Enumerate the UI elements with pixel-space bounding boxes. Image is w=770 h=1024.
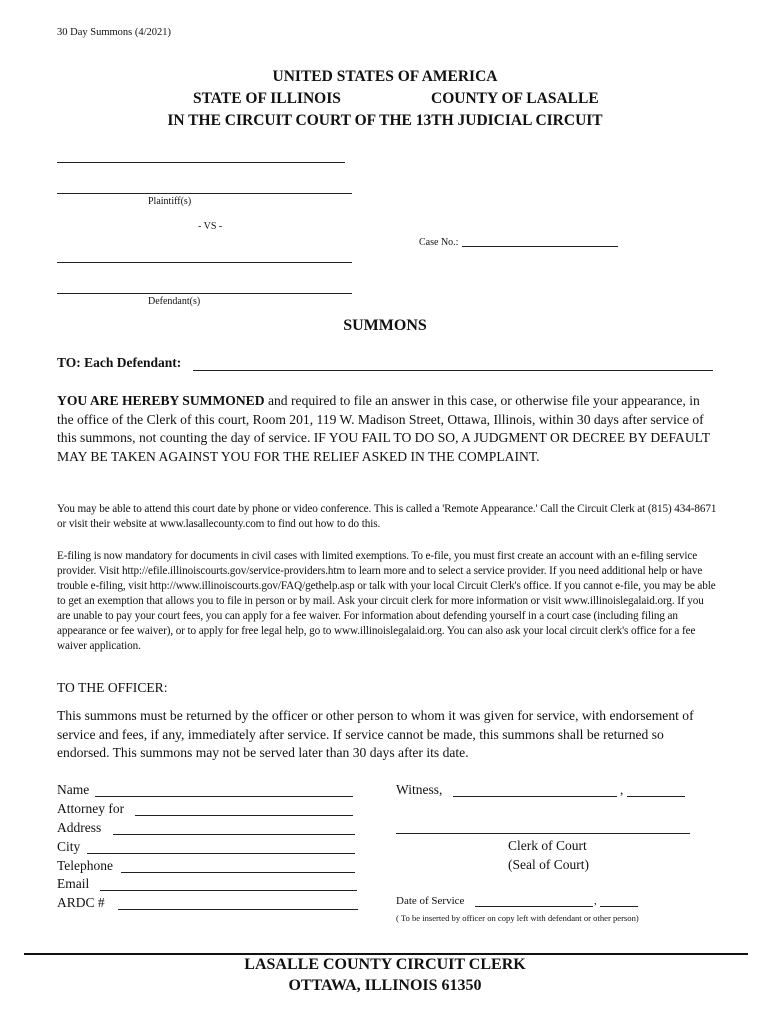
summons-bold-lead: YOU ARE HEREBY SUMMONED bbox=[57, 393, 265, 408]
seal-of-court-label: (Seal of Court) bbox=[508, 857, 589, 872]
clerk-of-court-label: Clerk of Court bbox=[508, 838, 587, 853]
defendant-name-field[interactable] bbox=[193, 370, 713, 371]
clerk-signature-line[interactable] bbox=[396, 833, 690, 834]
witness-label: Witness, bbox=[396, 782, 443, 797]
date-of-service-comma: , bbox=[594, 895, 597, 907]
footer-address: OTTAWA, ILLINOIS 61350 bbox=[288, 977, 482, 994]
summons-paragraph bbox=[57, 392, 717, 466]
footer-clerk: LASALLE COUNTY CIRCUIT CLERK bbox=[244, 956, 526, 973]
header-state: STATE OF ILLINOIS bbox=[193, 90, 341, 107]
address-label: Address bbox=[57, 820, 102, 835]
case-no-label: Case No.: bbox=[419, 237, 459, 248]
plaintiff-label: Plaintiff(s) bbox=[148, 196, 192, 207]
summons-title: SUMMONS bbox=[343, 317, 427, 334]
header-court: IN THE CIRCUIT COURT OF THE 13TH JUDICIAL CIRCUIT bbox=[167, 112, 603, 129]
officer-paragraph: This summons must be returned by the officer or other person to whom it was given for service, with endorsement of service and fees, if any, immediately after service. If service cannot be made, this summons shall be returned so endorsed. This summons may not be served later than 30 days after its date. bbox=[57, 708, 694, 760]
attorney-for-field[interactable] bbox=[135, 815, 353, 816]
date-of-service-field[interactable] bbox=[475, 906, 593, 907]
case-no-field[interactable] bbox=[462, 246, 618, 247]
footer-rule bbox=[24, 953, 748, 955]
date-of-service-note: ( To be inserted by officer on copy left with defendant or other person) bbox=[396, 913, 639, 923]
plaintiff-line-2[interactable] bbox=[57, 193, 352, 194]
date-of-service-label: Date of Service bbox=[396, 895, 465, 907]
to-defendant-label: TO: Each Defendant: bbox=[57, 355, 182, 370]
telephone-field[interactable] bbox=[121, 872, 355, 873]
telephone-label: Telephone bbox=[57, 858, 114, 873]
name-field[interactable] bbox=[95, 796, 353, 797]
address-field[interactable] bbox=[113, 834, 355, 835]
defendant-line-1[interactable] bbox=[57, 262, 352, 263]
header-country: UNITED STATES OF AMERICA bbox=[272, 68, 498, 85]
remote-appearance-notice: You may be able to attend this court date by phone or video conference. This is called a 'Remote Appearance.' Call the Circuit Clerk at (815) 434-8671 or visit their website at www.lasallecounty.com to find out how to do this. bbox=[57, 503, 717, 530]
witness-name-field[interactable] bbox=[453, 796, 617, 797]
officer-heading: TO THE OFFICER: bbox=[57, 680, 168, 695]
city-label: City bbox=[57, 839, 81, 854]
name-label: Name bbox=[57, 782, 90, 797]
attorney-for-label: Attorney for bbox=[57, 801, 125, 816]
vs-label: - VS - bbox=[198, 221, 223, 232]
plaintiff-line-1[interactable] bbox=[57, 162, 345, 163]
city-field[interactable] bbox=[87, 853, 355, 854]
efiling-notice: E-filing is now mandatory for documents in civil cases with limited exemptions. To e-file, you must first create an account with an e-filing service provider. Visit http://efile.illinoiscourts.gov/service-providers.htm to learn more and to select a service provider. If you need additional help or have trouble e-filing, visit http://www.illinoiscourts.gov/FAQ/gethelp.asp or talk with your local Circuit Clerk's office. If you cannot e-file, you may be able to get an exemption that allows you to file in person or by mail. Ask your circuit clerk for more information or visit www.illinoislegalaid.org. If you are unable to pay your court fees, you can apply for a fee waiver. For information about defending yourself in a court case (including filing an appearance or fee waiver), or to apply for free legal help, go to www.illinoislegalaid.org. You can also ask your local circuit clerk's office for a fee waiver application. bbox=[57, 550, 716, 652]
ardc-label: ARDC # bbox=[57, 895, 105, 910]
email-field[interactable] bbox=[100, 890, 357, 891]
date-of-service-year-field[interactable] bbox=[600, 906, 638, 907]
ardc-field[interactable] bbox=[118, 909, 358, 910]
email-label: Email bbox=[57, 876, 90, 891]
summons-text: and required to file an answer in this case, or otherwise file your appearance, in the office of the Clerk of this court, Room 201, 119 W. Madison Street, Ottawa, Illinois, within 30 days after service of this summons, not counting the day of service. IF YOU FAIL TO DO SO, A JUDGMENT OR DECREE BY DEFAULT MAY BE TAKEN AGAINST YOU FOR THE RELIEF ASKED IN THE COMPLAINT. bbox=[57, 393, 710, 464]
header-county: COUNTY OF LASALLE bbox=[431, 90, 599, 107]
form-id: 30 Day Summons (4/2021) bbox=[57, 27, 172, 38]
witness-year-field[interactable] bbox=[627, 796, 685, 797]
defendant-label: Defendant(s) bbox=[148, 296, 201, 307]
defendant-line-2[interactable] bbox=[57, 293, 352, 294]
witness-comma: , bbox=[620, 782, 624, 797]
